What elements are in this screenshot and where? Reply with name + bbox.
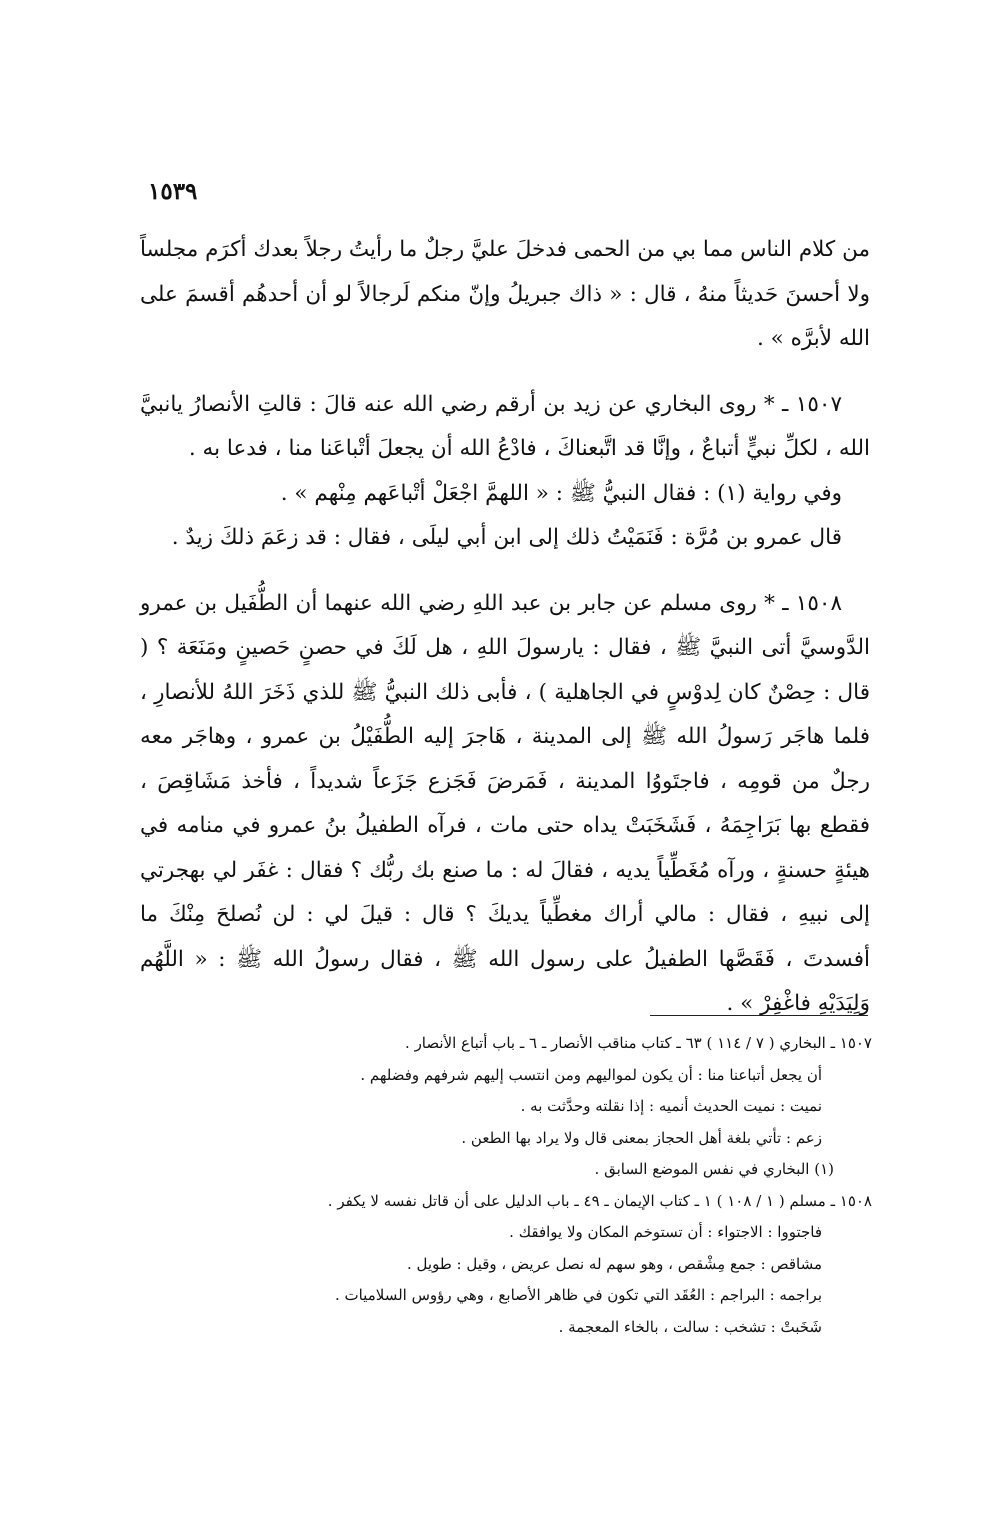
footnote-divider: [650, 1015, 868, 1016]
hadith-1507: ١٥٠٧ ـ * روى البخاري عن زيد بن أرقم رضي الله عنه قالَ : قالتِ الأنصارُ يانبيَّ الله ، لكلِّ نبيٍّ أتباعٌ ، وإنَّا قد اتَّبعناكَ ، فادْعُ الله أن يجعلَ أتْباعَنا منا ، فدعا به .: [140, 391, 870, 461]
footnote-1508-gloss-3: براجمه : البراجم : العُقَد التي تكون في ظاهر الأصابع ، وهي رؤوس السلاميات .: [334, 1286, 822, 1304]
footnote-1507-gloss-3: زعم : تأتي بلغة أهل الحجاز بمعنى قال ولا يراد بها الطعن .: [461, 1128, 822, 1147]
footnote-1507-gloss-2: نميت : نميت الحديث أنميه : إذا نقلته وحدَّثت به .: [520, 1097, 822, 1115]
footnote-1508-gloss-4: شَخَبتْ : تشخب : سالت ، بالخاء المعجمة .: [558, 1317, 822, 1336]
riwaya-line: وفي رواية (١) : فقال النبيُّ ﷺ : « اللهمَّ اجْعَلْ أتْباعَهم مِنْهم » .: [280, 480, 842, 506]
footnote-1508-gloss-1: فاجتووا : الاجتواء : أن تستوخم المكان ولا يوافقك .: [509, 1223, 822, 1241]
amr-line: قال عمرو بن مُرَّة : فَنَمَيْتُ ذلك إلى ابن أبي ليلَى ، فقال : قد زعَمَ ذلكَ زيدٌ .: [171, 525, 842, 550]
footnotes: [140, 1028, 872, 1343]
footnote-1508: ١٥٠٨ ـ مسلم ( ١ / ١٠٨ ) ١ ـ كتاب الإيمان ـ ٤٩ ـ باب الدليل على أن قاتل نفسه لا يكفر .: [327, 1191, 872, 1210]
page-number: ١٥٣٩: [148, 178, 198, 205]
main-text: [140, 228, 870, 1027]
footnote-1: (١) البخاري في نفس الموضع السابق .: [594, 1160, 834, 1178]
hadith-1508: ١٥٠٨ ـ * روى مسلم عن جابر بن عبد اللهِ رضي الله عنهما أن الطُّفَيل بن عمرو الدَّوسيَّ أتى النبيَّ ﷺ ، فقال : يارسولَ اللهِ ، هل لَكَ في حصنٍ حَصينٍ ومَنَعَة ؟ ( قال : حِصْنٌ كان لِدوْسٍ في الجاهلية ) ، فأبى ذلك النبيُّ ﷺ للذي ذَخَرَ اللهُ للأنصارِ ، فلما هاجَر رَسولُ الله ﷺ إلى المدينة ، هَاجرَ إليه الطُّفَيْلُ بن عمرو ، وهاجَر معه رجلٌ من قومِه ، فاجتَووُا المدينة ، فَمَرضَ فَجَزع جَزَعاً شديداً ، فأخذ مَشَاقِصَ ، فقطع بها بَرَاجِمَهُ ، فَشَخَبَتْ يداه حتى مات ، فرآه الطفيلُ بنُ عمرو في منامه في هيئةٍ حسنةٍ ، ورآه مُغَطِّياً يديه ، فقالَ له : ما صنع بك ربُّك ؟ فقال : غفَر لي بهجرتي إلى نبيهِ ، فقال : مالي أراك مغطِّياً يديكَ ؟ قال : قيلَ لي : لن نُصلحَ مِنْكَ ما أفسدتَ ، فَقَصَّها الطفيلُ على رسول الله ﷺ ، فقال رسولُ الله ﷺ : « اللَّهُم وَلِيَدَيْهِ فاغْفِرْ » .: [140, 590, 870, 1016]
footnote-1507: ١٥٠٧ ـ البخاري ( ٧ / ١١٤ ) ٦٣ ـ كتاب مناقب الأنصار ـ ٦ ـ باب أتباع الأنصار .: [405, 1034, 872, 1052]
footnote-1507-gloss-1: أن يجعل أتباعنا منا : أن يكون لمواليهم ومن انتسب إليهم شرفهم وفضلهم .: [360, 1065, 822, 1084]
paragraph-intro: من كلام الناس مما بي من الحمى فدخلَ عليَّ رجلٌ ما رأيتُ رجلاً بعدك أكرَم مجلساً ولا أحسنَ حَديثاً منهُ ، قال : « ذاك جبريلُ وإنّ منكم لَرجالاً لو أن أحدهُم أقسمَ على الله لأبرَّه » .: [140, 237, 870, 351]
footnote-1508-gloss-2: مشاقص : جمع مِشْقص ، وهو سهم له نصل عريض ، وقيل : طويل .: [407, 1254, 822, 1273]
